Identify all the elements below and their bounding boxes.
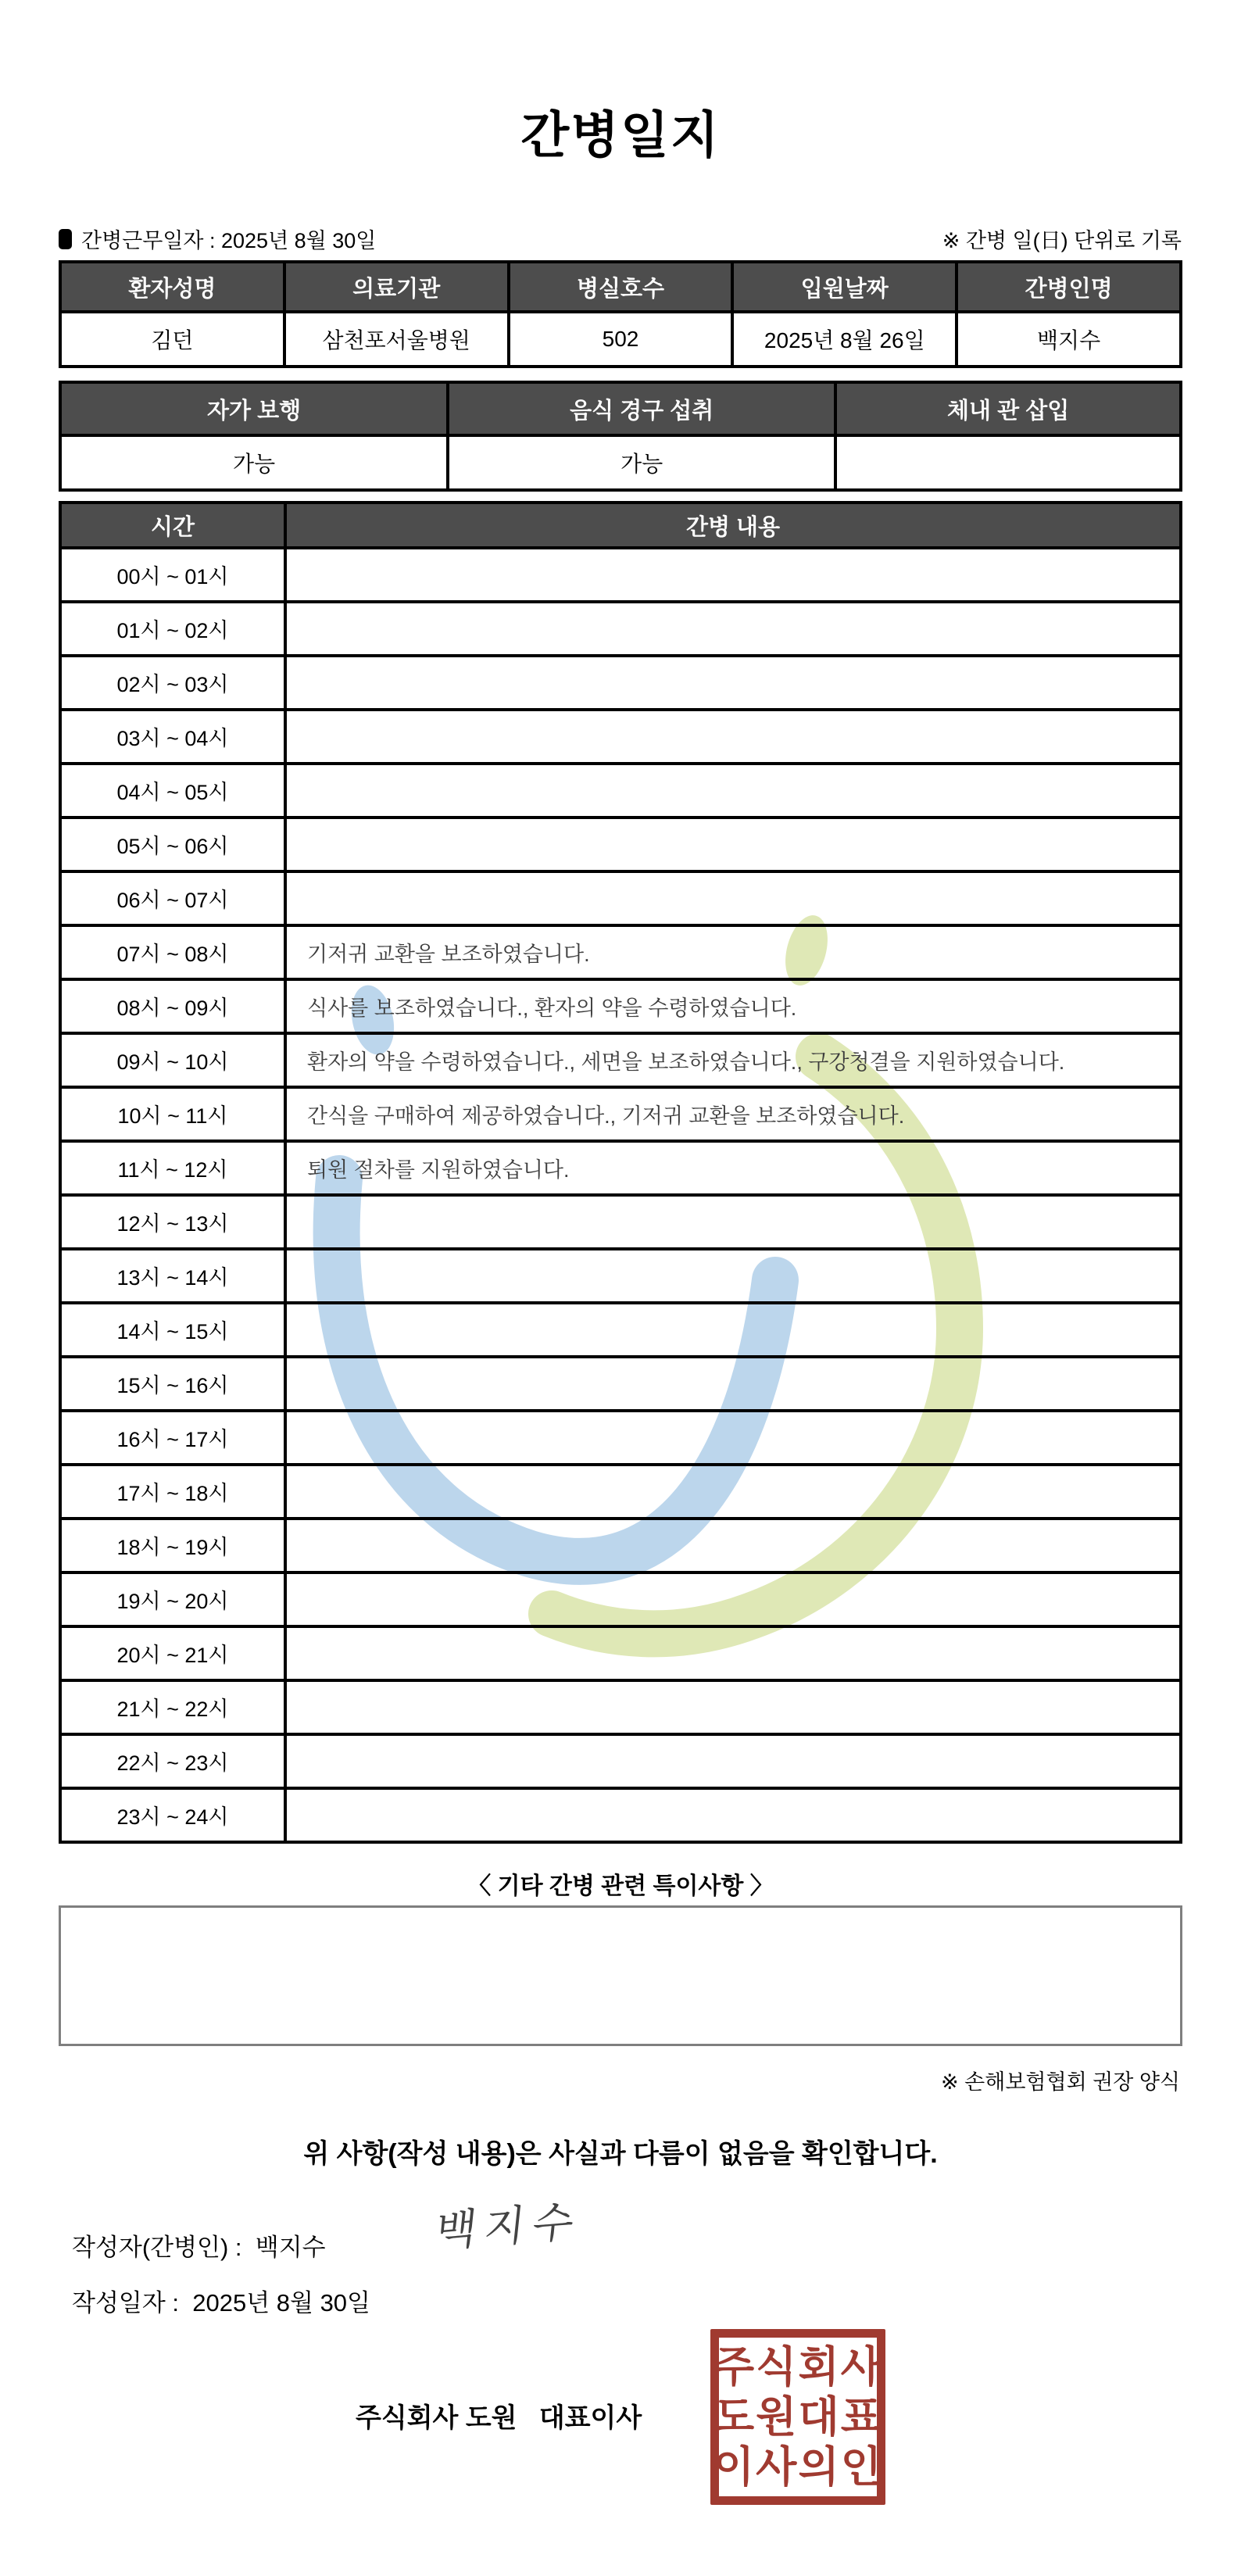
- col-header-time: 시간: [60, 503, 285, 548]
- written-date-line: [72, 2283, 370, 2318]
- time-slot-label: 14시 ~ 15시: [60, 1303, 285, 1357]
- care-content-value: 간식을 구매하여 제공하였습니다., 기저귀 교환을 보조하였습니다.: [285, 1087, 1181, 1141]
- time-slot-label: 22시 ~ 23시: [60, 1734, 285, 1788]
- admission-date-value: 2025년 8월 26일: [732, 312, 957, 367]
- care-content-value: [285, 656, 1181, 710]
- internal-tube-value: [835, 435, 1181, 490]
- oral-intake-value: 가능: [448, 435, 835, 490]
- special-notes-box: [59, 1905, 1182, 2046]
- medical-institution-value: 삼천포서울병원: [284, 312, 509, 367]
- care-content-value: [285, 871, 1181, 925]
- bullet-square-icon: [59, 229, 72, 249]
- writer-label: 작성자(간병인) :: [72, 2234, 256, 2261]
- care-content-value: [285, 764, 1181, 818]
- time-slot-label: 11시 ~ 12시: [60, 1141, 285, 1195]
- care-content-value: [285, 1734, 1181, 1788]
- time-slot-label: 03시 ~ 04시: [60, 710, 285, 764]
- time-slot-label: 08시 ~ 09시: [60, 979, 285, 1033]
- care-content-value: [285, 1249, 1181, 1303]
- care-content-value: [285, 1519, 1181, 1572]
- time-slot-label: 01시 ~ 02시: [60, 602, 285, 656]
- handwritten-signature: 백지수: [433, 2198, 584, 2256]
- care-content-value: [285, 1195, 1181, 1249]
- care-content-value: [285, 1680, 1181, 1734]
- care-content-value: [285, 1411, 1181, 1465]
- time-slot-label: 13시 ~ 14시: [60, 1249, 285, 1303]
- time-slot-label: 15시 ~ 16시: [60, 1357, 285, 1411]
- work-date-line: [59, 224, 376, 254]
- self-walking-value: 가능: [60, 435, 448, 490]
- time-slot-label: 17시 ~ 18시: [60, 1465, 285, 1519]
- care-content-value: [285, 710, 1181, 764]
- writer-name: 백지수: [255, 2234, 326, 2261]
- time-slot-label: 06시 ~ 07시: [60, 871, 285, 925]
- time-slot-label: 05시 ~ 06시: [60, 818, 285, 871]
- time-slot-label: 19시 ~ 20시: [60, 1572, 285, 1626]
- care-content-value: [285, 1465, 1181, 1519]
- time-slot-label: 12시 ~ 13시: [60, 1195, 285, 1249]
- col-header-self-walking: 자가 보행: [60, 382, 448, 435]
- meta-row: [59, 224, 1182, 254]
- care-content-value: [285, 1357, 1181, 1411]
- care-content-value: [285, 602, 1181, 656]
- time-slot-label: 00시 ~ 01시: [60, 548, 285, 602]
- time-slot-label: 20시 ~ 21시: [60, 1626, 285, 1680]
- work-date-value: 2025년 8월 30일: [221, 229, 377, 252]
- time-slot-label: 18시 ~ 19시: [60, 1519, 285, 1572]
- time-slot-label: 23시 ~ 24시: [60, 1788, 285, 1842]
- col-header-oral-intake: 음식 경구 섭취: [448, 382, 835, 435]
- room-number-value: 502: [509, 312, 733, 367]
- care-schedule-table: [59, 501, 1182, 1844]
- care-content-value: 퇴원 절차를 지원하였습니다.: [285, 1141, 1181, 1195]
- care-content-value: [285, 1572, 1181, 1626]
- care-content-value: 환자의 약을 수령하였습니다., 세면을 보조하였습니다., 구강청결을 지원하였습니다.: [285, 1033, 1181, 1087]
- patient-name-value: 김던: [60, 312, 284, 367]
- col-header-patient-name: 환자성명: [60, 262, 284, 312]
- care-content-value: [285, 1626, 1181, 1680]
- col-header-internal-tube: 체내 관 삽입: [835, 382, 1181, 435]
- col-header-room-number: 병실호수: [509, 262, 733, 312]
- corporate-seal-stamp: [710, 2329, 885, 2505]
- care-content-value: 기저귀 교환을 보조하였습니다.: [285, 925, 1181, 979]
- time-slot-label: 16시 ~ 17시: [60, 1411, 285, 1465]
- col-header-medical-institution: 의료기관: [284, 262, 509, 312]
- written-date-value: 2025년 8월 30일: [192, 2289, 370, 2317]
- care-content-value: [285, 1303, 1181, 1357]
- recommended-form-note: ※ 손해보험협회 권장 양식: [941, 2070, 1180, 2094]
- patient-status-table: [59, 381, 1182, 492]
- col-header-admission-date: 입원날짜: [732, 262, 957, 312]
- special-notes-heading: 〈 기타 간병 관련 특이사항 〉: [467, 1873, 774, 1899]
- time-slot-label: 21시 ~ 22시: [60, 1680, 285, 1734]
- page-title: 간병일지: [520, 107, 721, 163]
- company-ceo-line: 주식회사 도원 대표이사: [356, 2403, 642, 2433]
- writer-line: [72, 2227, 326, 2263]
- time-slot-label: 10시 ~ 11시: [60, 1087, 285, 1141]
- col-header-caregiver-name: 간병인명: [957, 262, 1181, 312]
- col-header-care-content: 간병 내용: [285, 503, 1181, 548]
- confirmation-statement: 위 사항(작성 내용)은 사실과 다름이 없음을 확인합니다.: [303, 2139, 938, 2169]
- stamp-line-1: 주식회사: [713, 2343, 883, 2391]
- unit-note: ※ 간병 일(日) 단위로 기록: [942, 229, 1182, 252]
- time-slot-label: 02시 ~ 03시: [60, 656, 285, 710]
- time-slot-label: 09시 ~ 10시: [60, 1033, 285, 1087]
- care-content-value: [285, 818, 1181, 871]
- care-content-value: [285, 1788, 1181, 1842]
- caregiver-name-value: 백지수: [957, 312, 1181, 367]
- care-content-value: 식사를 보조하였습니다., 환자의 약을 수령하였습니다.: [285, 979, 1181, 1033]
- patient-info-table: [59, 260, 1182, 368]
- time-slot-label: 07시 ~ 08시: [60, 925, 285, 979]
- work-date-label: 간병근무일자 :: [81, 229, 221, 252]
- time-slot-label: 04시 ~ 05시: [60, 764, 285, 818]
- stamp-line-2: 도원대표: [713, 2393, 883, 2441]
- written-date-label: 작성일자 :: [72, 2289, 193, 2317]
- care-content-value: [285, 548, 1181, 602]
- stamp-line-3: 이사의인: [713, 2443, 883, 2491]
